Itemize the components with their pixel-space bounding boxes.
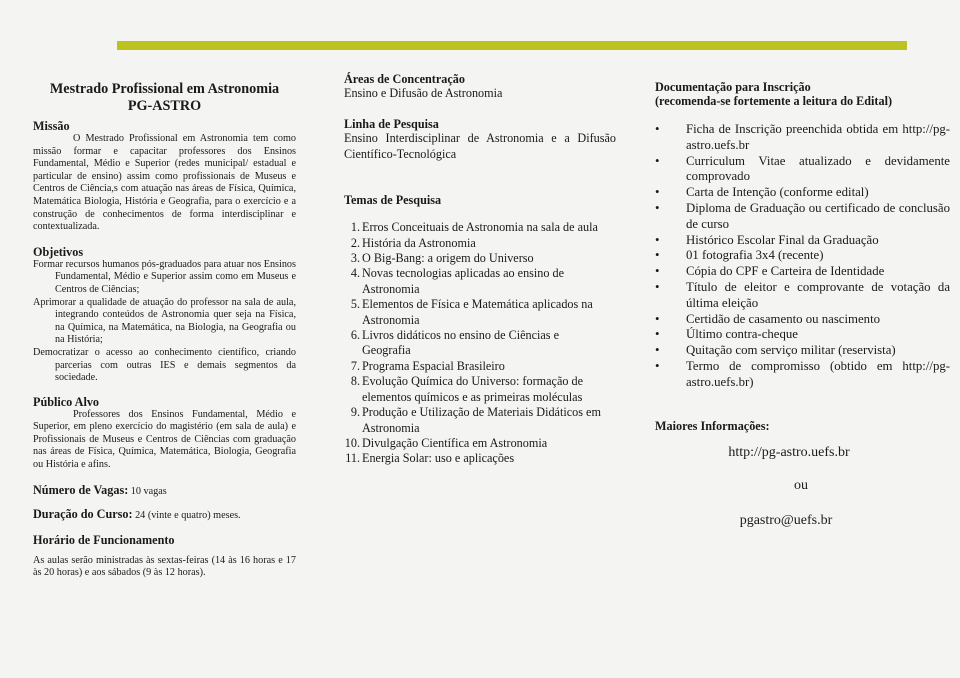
doc-item: • Título de eleitor e comprovante de votação da última eleição bbox=[655, 280, 950, 312]
accent-bar bbox=[117, 41, 907, 50]
doc-item: • Curriculum Vitae atualizado e devidamente comprovado bbox=[655, 154, 950, 186]
docs-list bbox=[655, 122, 950, 391]
tema-item: 5. Elementos de Física e Matemática aplicados na Astronomia bbox=[350, 297, 593, 327]
doc-item: • Quitação com serviço militar (reservista) bbox=[655, 343, 950, 359]
tema-item: 1. Erros Conceituais de Astronomia na sala de aula bbox=[350, 220, 598, 235]
objetivo-item: Aprimorar a qualidade de atuação do professor na sala de aula, integrando conteúdos de Astronomia quer seja na Física, na Química, na Matemática, na Biologia, na Geografia ou na História; bbox=[33, 296, 296, 346]
column-middle bbox=[344, 72, 616, 467]
info-email[interactable]: pgastro@uefs.br bbox=[739, 513, 833, 529]
vagas-line bbox=[33, 484, 296, 499]
areas-heading: Áreas de Concentração bbox=[344, 72, 465, 86]
doc-heading: Documentação para Inscrição (recomenda-se fortemente a leitura do Edital) bbox=[655, 80, 893, 108]
tema-item: 6. Livros didáticos no ensino de Ciências e Geografia bbox=[350, 328, 559, 358]
duracao-value: 24 (vinte e quatro) meses. bbox=[135, 510, 241, 522]
doc-item: • 01 fotografia 3x4 (recente) bbox=[655, 248, 950, 264]
horario-text: As aulas serão ministradas às sextas-feiras (14 às 16 horas e 17 às 20 horas) e aos sábados (9 às 12 horas). bbox=[33, 554, 296, 579]
column-left bbox=[33, 72, 296, 580]
doc-item: • Certidão de casamento ou nascimento bbox=[655, 312, 950, 328]
objetivo-item: Democratizar o acesso ao conhecimento científico, criando parcerias com outras IES e demais segmentos da sociedade. bbox=[33, 346, 296, 384]
tema-item: 7. Programa Espacial Brasileiro bbox=[350, 358, 505, 373]
temas-heading: Temas de Pesquisa bbox=[344, 193, 442, 208]
objetivo-item: Formar recursos humanos pós-graduados para atuar nos Ensinos Fundamental, Médio e Superior assim como em Museus e Centros de Ciências; bbox=[33, 258, 296, 295]
publico-text: Professores dos Ensinos Fundamental, Médio e Superior, em pleno exercício do magistério (em sala de aula) e Profissionais de Museus e Centros de Ciências com graduação nas áreas de Física, Química, Matemática, Biologia, Geografia ou História e afins. bbox=[33, 408, 296, 471]
objetivos-heading: Objetivos bbox=[33, 244, 84, 259]
temas-list bbox=[344, 220, 604, 467]
missao-text: O Mestrado Profissional em Astronomia tem como missão formar e capacitar professores dos Ensinos Fundamental, Médio e Superior (redes municipal/ estadual e particular de ensino) assim como profissionais de Museus e Centros de Ciência,s com atuação nas áreas de Física, Química, Matemática Biologia, História e Geografia, para o exercício e a construção de conhecimentos de forma interdisciplinar e contextualizada. bbox=[33, 133, 296, 233]
horario-heading: Horário de Funcionamento bbox=[33, 532, 175, 547]
publico-heading: Público Alvo bbox=[33, 394, 100, 409]
doc-item: • Histórico Escolar Final da Graduação bbox=[655, 233, 950, 249]
tema-item: 4. Novas tecnologias aplicadas ao ensino de Astronomia bbox=[350, 266, 565, 296]
info-url[interactable]: http://pg-astro.uefs.br bbox=[728, 444, 850, 460]
tema-item: 10. Divulgação Científica em Astronomia bbox=[344, 435, 548, 450]
tema-item: 3. O Big-Bang: a origem do Universo bbox=[350, 251, 534, 266]
linha-text: Ensino Interdisciplinar de Astronomia e a Difusão Científico-Tecnológica bbox=[344, 131, 616, 161]
tema-item: 2. História da Astronomia bbox=[350, 235, 476, 250]
duracao-line bbox=[33, 508, 296, 523]
doc-item: • Último contra-cheque bbox=[655, 327, 950, 343]
doc-item: • Diploma de Graduação ou certificado de conclusão de curso bbox=[655, 201, 950, 233]
doc-item: • Termo de compromisso (obtido em http://pg-astro.uefs.br) bbox=[655, 359, 950, 391]
vagas-value: 10 vagas bbox=[130, 485, 167, 497]
tema-item: 9. Produção e Utilização de Materiais Didáticos em Astronomia bbox=[350, 405, 601, 435]
linha-heading: Linha de Pesquisa bbox=[344, 117, 439, 132]
page-title: Mestrado Profissional em Astronomia PG-ASTRO bbox=[49, 81, 280, 114]
missao-heading: Missão bbox=[33, 119, 70, 133]
areas-text: Ensino e Difusão de Astronomia bbox=[344, 86, 503, 100]
duracao-label: Duração do Curso: bbox=[33, 507, 133, 522]
info-heading: Maiores Informações: bbox=[655, 418, 770, 433]
doc-item: • Carta de Intenção (conforme edital) bbox=[655, 185, 950, 201]
vagas-label: Número de Vagas: bbox=[33, 482, 129, 497]
tema-item: 11. Energia Solar: uso e aplicações bbox=[345, 451, 515, 466]
tema-item: 8. Evolução Química do Universo: formação de elementos químicos e as primeiras moléculas bbox=[350, 374, 583, 404]
objetivos-list bbox=[33, 259, 296, 385]
doc-item: • Cópia do CPF e Carteira de Identidade bbox=[655, 264, 950, 280]
doc-item: • Ficha de Inscrição preenchida obtida em http://pg-astro.uefs.br bbox=[655, 122, 950, 154]
info-or: ou bbox=[794, 478, 808, 494]
column-right bbox=[655, 80, 950, 529]
